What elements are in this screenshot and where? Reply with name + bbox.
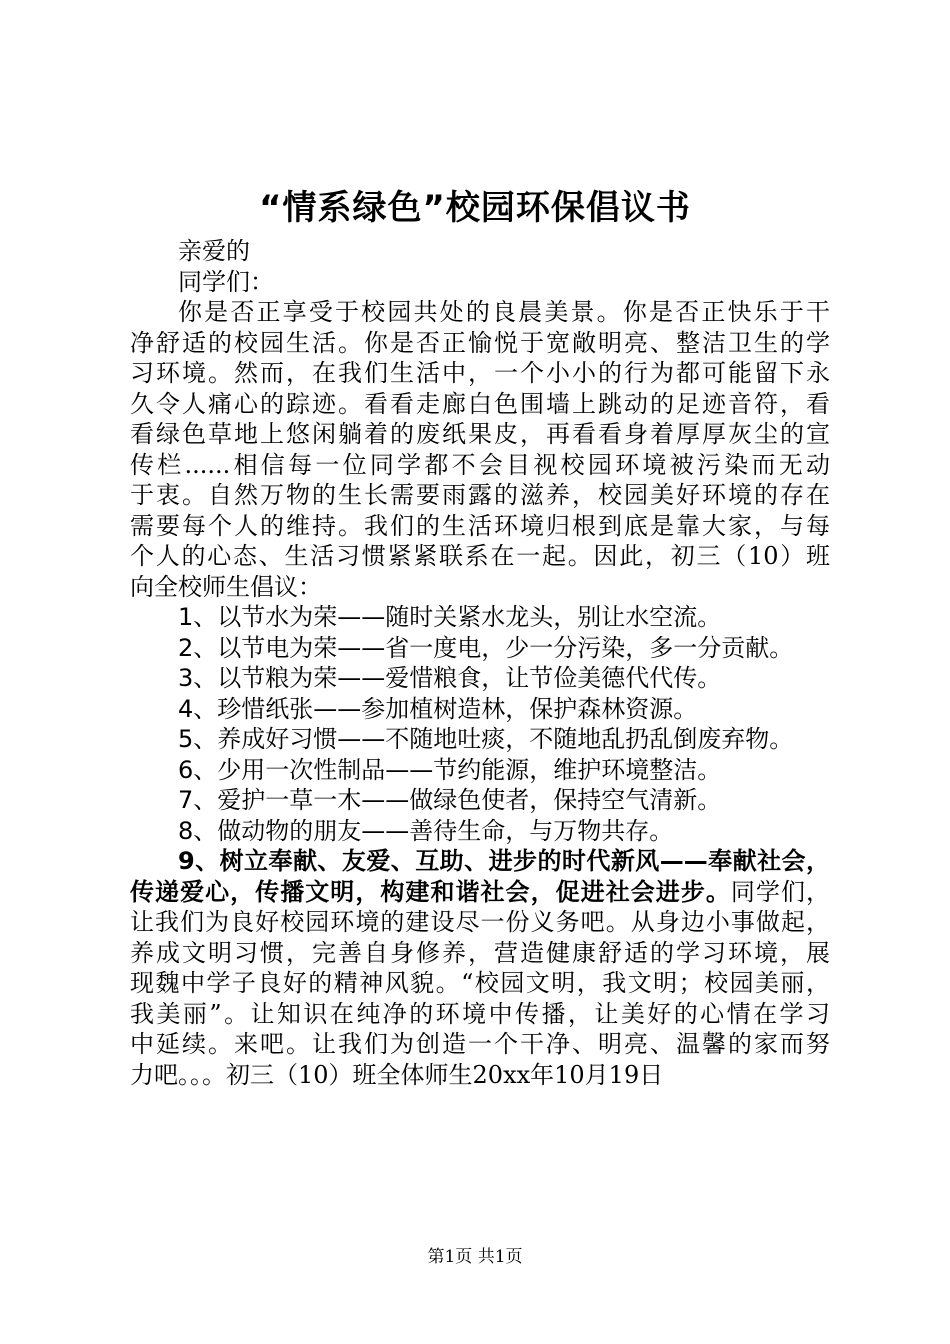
closing-line: 中延续。来吧。让我们为创造一个干净、明亮、温馨的家而努 — [130, 1030, 830, 1058]
intro-line: 久令人痛心的踪迹。看看走廊白色围墙上跳动的足迹音符，看 — [130, 389, 830, 418]
intro-line: 净舒适的校园生活。你是否正愉悦于宽敞明亮、整洁卫生的学 — [130, 328, 830, 357]
proposal-9-bold-text: 传递爱心，传播文明，构建和谐社会，促进社会进步。 — [130, 877, 731, 906]
proposal-item: 6、少用一次性制品——节约能源，维护环境整洁。 — [178, 755, 722, 784]
salutation-line-1: 亲爱的 — [178, 237, 250, 265]
document-title: “情系绿色”校园环保倡议书 — [259, 188, 691, 228]
proposal-9-rest-text: 同学们， — [730, 877, 831, 906]
intro-line: 于衷。自然万物的生长需要雨露的滋养，校园美好环境的存在 — [130, 481, 830, 509]
closing-line: 让我们为良好校园环境的建设尽一份义务吧。从身边小事做起， — [130, 908, 830, 936]
proposal-item: 3、以节粮为荣——爱惜粮食，让节俭美德代代传。 — [178, 664, 722, 692]
proposal-item: 5、养成好习惯——不随地吐痰，不随地乱扔乱倒废弃物。 — [178, 725, 794, 753]
proposal-item-9: 9、树立奉献、友爱、互助、进步的时代新风——奉献社会， — [178, 847, 830, 875]
closing-line: 力吧。。。初三（10）班全体师生20xx年10月19日 — [130, 1060, 664, 1089]
intro-line: 向全校师生倡议： — [130, 572, 322, 601]
intro-line: 需要每个人的维持。我们的生活环境归根到底是靠大家，与每 — [130, 511, 830, 540]
closing-line: 我美丽”。让知识在纯净的环境中传播，让美好的心情在学习 — [130, 999, 830, 1028]
salutation-line-2: 同学们： — [178, 267, 274, 296]
proposal-item: 1、以节水为荣——随时关紧水龙头，别让水空流。 — [178, 603, 722, 631]
page-number-footer: 第1页 共1页 — [427, 1247, 523, 1267]
proposal-item: 2、以节电为荣——省一度电，少一分污染，多一分贡献。 — [178, 633, 794, 662]
intro-line: 传栏......相信每一位同学都不会目视校园环境被污染而无动 — [130, 450, 830, 479]
intro-line: 看绿色草地上悠闲躺着的废纸果皮，再看看身着厚厚灰尘的宣 — [130, 420, 830, 448]
document-body — [130, 236, 830, 1090]
closing-line: 养成文明习惯，完善自身修养，营造健康舒适的学习环境，展 — [130, 938, 830, 967]
proposal-item: 4、珍惜纸张——参加植树造林，保护森林资源。 — [178, 694, 698, 723]
intro-line: 个人的心态、生活习惯紧紧联系在一起。因此，初三（10）班 — [130, 542, 830, 570]
proposal-9-continuation — [130, 877, 830, 908]
proposal-item: 7、爱护一草一木——做绿色使者，保持空气清新。 — [178, 786, 722, 814]
intro-line: 你是否正享受于校园共处的良晨美景。你是否正快乐于干 — [178, 298, 830, 326]
closing-line: 现魏中学子良好的精神风貌。“校园文明，我文明；校园美丽， — [130, 969, 830, 997]
proposal-item: 8、做动物的朋友——善待生命，与万物共存。 — [178, 816, 674, 845]
intro-line: 习环境。然而，在我们生活中，一个小小的行为都可能留下永 — [130, 359, 830, 387]
